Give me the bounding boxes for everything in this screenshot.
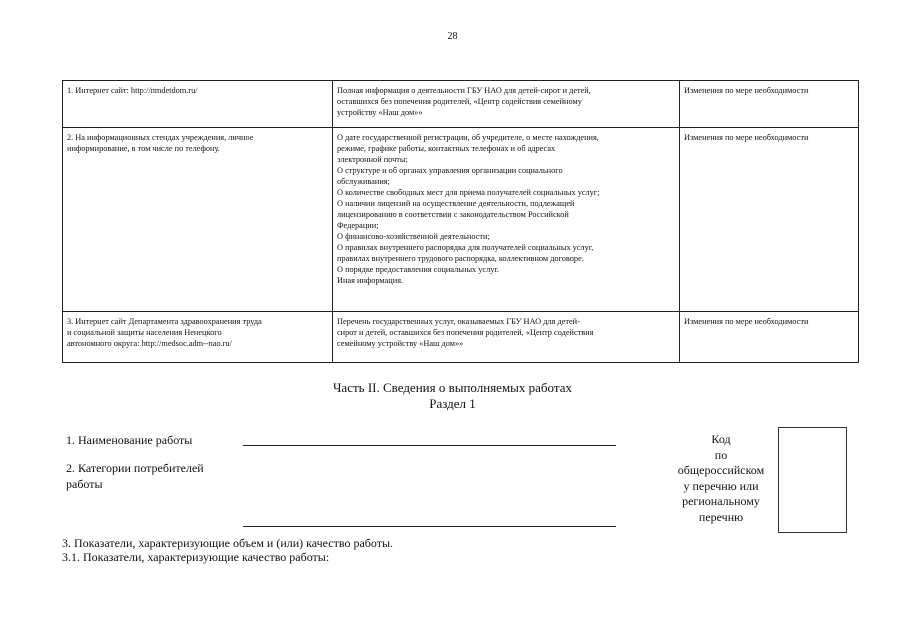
method-cell bbox=[63, 81, 333, 128]
frequency-cell bbox=[680, 312, 859, 363]
part-heading bbox=[0, 380, 905, 412]
text-line: О наличии лицензий на осуществление деятельности, подлежащей bbox=[337, 199, 575, 208]
text-line: О порядке предоставления социальных услуг. bbox=[337, 265, 499, 274]
text-line: лицензированию в соответствии с законодательством Российской bbox=[337, 210, 569, 219]
text-line: Изменения по мере необходимости bbox=[684, 317, 809, 326]
table-row bbox=[63, 81, 859, 128]
content-cell bbox=[333, 312, 680, 363]
text-line: Иная информация. bbox=[337, 276, 404, 285]
consumer-categories-line bbox=[243, 526, 616, 527]
text-line: по bbox=[714, 447, 728, 462]
text-line: перечню bbox=[698, 509, 744, 524]
method-cell bbox=[63, 128, 333, 312]
indicators-heading: 3. Показатели, характеризующие объем и (или) качество работы. bbox=[62, 536, 394, 550]
text-line: у перечню или bbox=[683, 478, 759, 493]
work-name-label: 1. Наименование работы bbox=[66, 433, 193, 447]
content-cell bbox=[333, 81, 680, 128]
table-row bbox=[63, 312, 859, 363]
text-line: О структуре и об органах управления организации социального bbox=[337, 166, 563, 175]
text-line: информирование, в том числе по телефону. bbox=[67, 144, 220, 153]
text-line: автономного округа: http://medsoc.adm--nao.ru/ bbox=[67, 339, 232, 348]
text-line: оставшихся без попечения родителей, «Центр содействия семейному bbox=[337, 97, 582, 106]
text-line: О количестве свободных мест для приема получателей социальных услуг; bbox=[337, 188, 600, 197]
text-line: семейному устройству «Наш дом»» bbox=[337, 339, 464, 348]
part-title: Часть II. Сведения о выполняемых работах bbox=[332, 380, 572, 395]
text-line: общероссийском bbox=[677, 463, 765, 477]
quality-indicators-heading: 3.1. Показатели, характеризующие качество работы: bbox=[62, 550, 330, 564]
content-cell bbox=[333, 128, 680, 312]
frequency-cell bbox=[680, 81, 859, 128]
text-line: Код bbox=[711, 432, 731, 446]
frequency-cell bbox=[680, 128, 859, 312]
information-table bbox=[62, 80, 859, 363]
text-line: устройству «Наш дом»» bbox=[337, 108, 423, 117]
text-line: региональному bbox=[682, 494, 760, 508]
text-line: электронной почты; bbox=[337, 155, 408, 164]
text-line: Изменения по мере необходимости bbox=[684, 133, 809, 142]
page-number: 28 bbox=[447, 31, 458, 42]
text-line: О дате государственной регистрации, об учредителе, о месте нахождения, bbox=[337, 133, 599, 142]
text-line: Федерации; bbox=[337, 221, 379, 230]
text-line: Изменения по мере необходимости bbox=[684, 86, 809, 95]
text-line: 1. Интернет сайт: http://nmdetdom.ru/ bbox=[67, 86, 198, 95]
text-line: Перечень государственных услуг, оказываемых ГБУ НАО для детей- bbox=[337, 317, 580, 326]
text-line: режиме, графике работы, контактных телефонах и об адресах bbox=[337, 144, 556, 153]
text-line: 3. Интернет сайт Департамента здравоохранения труда bbox=[67, 317, 262, 326]
consumer-categories-label: 2. Категории потребителей работы bbox=[66, 461, 204, 491]
text-line: О финансово-хозяйственной деятельности; bbox=[337, 232, 490, 241]
table-row bbox=[63, 128, 859, 312]
text-line: и социальной защиты населения Ненецкого bbox=[67, 328, 222, 337]
method-cell bbox=[63, 312, 333, 363]
text-line: О правилах внутреннего распорядка для получателей социальных услуг, bbox=[337, 243, 594, 252]
text-line: правилах внутреннего трудового распорядка, коллективном договоре. bbox=[337, 254, 584, 263]
text-line: Полная информация о деятельности ГБУ НАО для детей-сирот и детей, bbox=[337, 86, 591, 95]
text-line: 2. На информационных стендах учреждения, личное bbox=[67, 133, 254, 142]
text-line: сирот и детей, оставшихся без попечения родителей, «Центр содействия bbox=[337, 328, 594, 337]
work-name-line bbox=[243, 445, 616, 446]
code-box bbox=[778, 427, 847, 533]
code-label bbox=[666, 432, 776, 525]
text-line: обслуживания; bbox=[337, 177, 390, 186]
section-title: Раздел 1 bbox=[429, 396, 476, 411]
